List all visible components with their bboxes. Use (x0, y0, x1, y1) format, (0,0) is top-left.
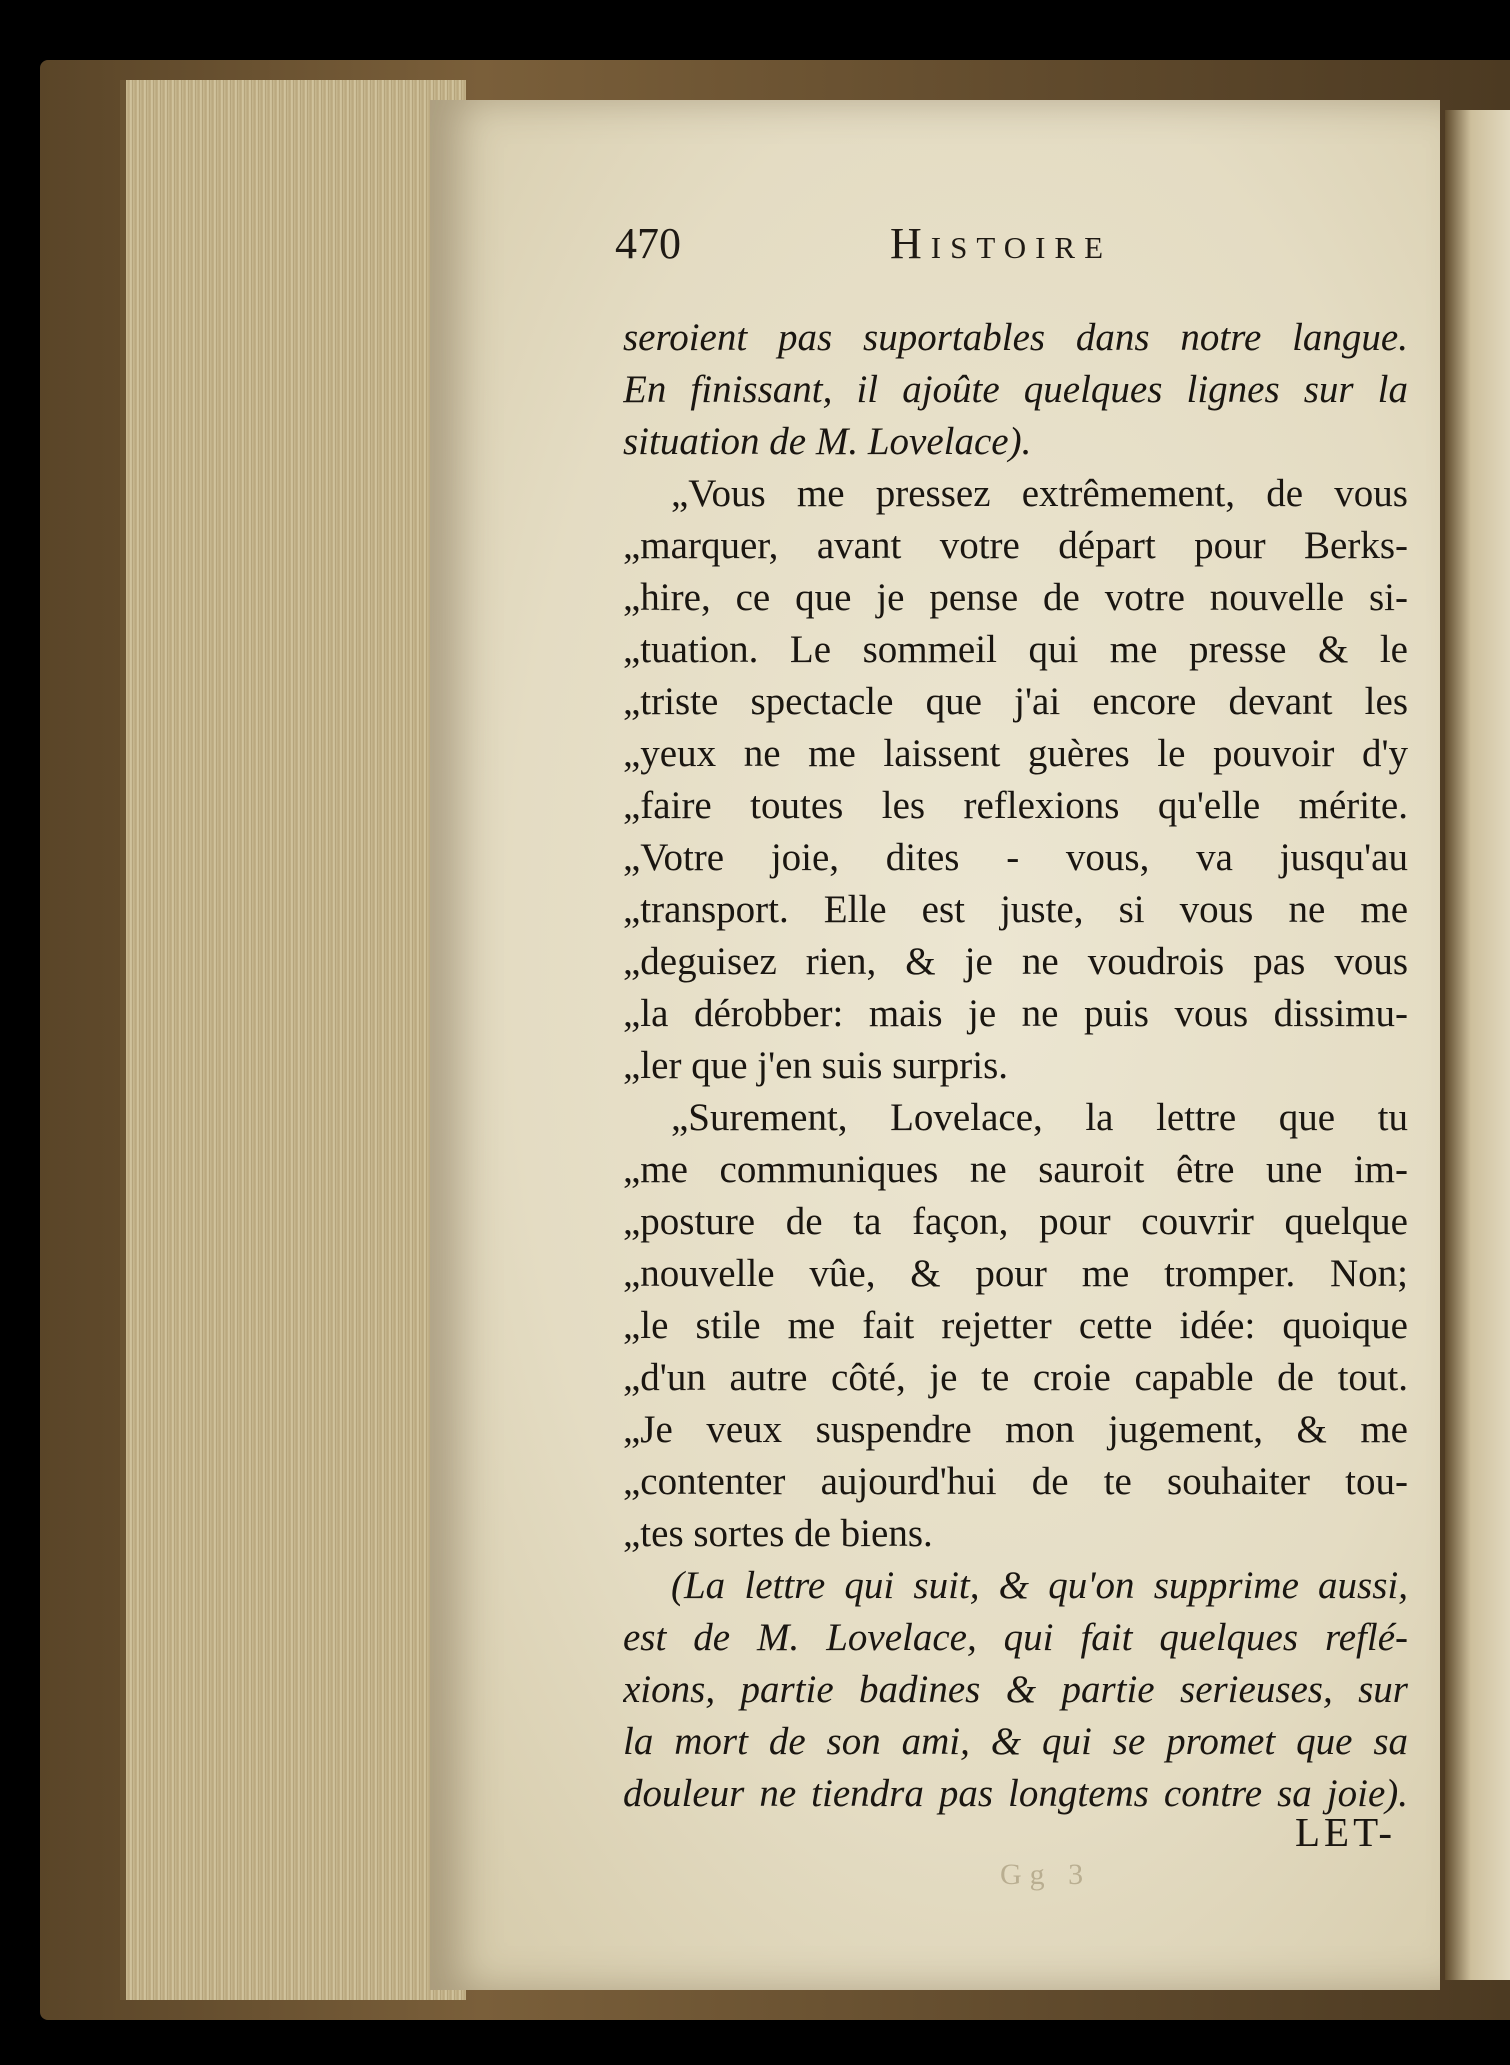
text-line: „d'un autre côté, je te croie capable de tout. (623, 1356, 1408, 1399)
page-edges (120, 80, 466, 2000)
text-line: „triste spectacle que j'ai encore devant les (623, 680, 1408, 723)
text-line: „Vous me pressez extrêmement, de vous (671, 472, 1408, 515)
text-line: seroient pas suportables dans notre langue. (623, 316, 1408, 359)
text-line: „Surement, Lovelace, la lettre que tu (671, 1096, 1408, 1139)
text-line: „posture de ta façon, pour couvrir quelque (623, 1200, 1408, 1243)
page-text (623, 312, 1408, 1820)
text-line: „transport. Elle est juste, si vous ne me (623, 888, 1408, 931)
text-line: En finissant, il ajoûte quelques lignes sur la (623, 368, 1408, 411)
text-line: „Votre joie, dites - vous, va jusqu'au (623, 836, 1408, 879)
text-line: situation de M. Lovelace). (623, 420, 1032, 463)
text-line: „deguisez rien, & je ne voudrois pas vous (623, 940, 1408, 983)
text-line: „Je veux suspendre mon jugement, & me (623, 1408, 1408, 1451)
text-line: douleur ne tiendra pas longtems contre sa joie). (623, 1772, 1408, 1815)
catchword: LET- (1295, 1809, 1397, 1855)
text-line: „hire, ce que je pense de votre nouvelle si- (623, 576, 1408, 619)
signature-mark: Gg 3 (1000, 1858, 1092, 1891)
text-line: la mort de son ami, & qui se promet que sa (623, 1720, 1408, 1763)
next-page-edge (1445, 110, 1510, 1980)
text-line: „me communiques ne sauroit être une im- (623, 1148, 1408, 1191)
text-line: xions, partie badines & partie serieuses, sur (623, 1668, 1408, 1711)
text-line: „nouvelle vûe, & pour me tromper. Non; (623, 1252, 1408, 1295)
page-number: 470 (615, 219, 681, 268)
text-line: „la dérobber: mais je ne puis vous dissimu- (623, 992, 1408, 1035)
text-line: „tes sortes de biens. (623, 1512, 933, 1555)
text-line: „ler que j'en suis surpris. (623, 1044, 1009, 1087)
text-line: „marquer, avant votre départ pour Berks- (623, 524, 1408, 567)
text-line: „le stile me fait rejetter cette idée: quoique (623, 1304, 1408, 1347)
text-line: „tuation. Le sommeil qui me presse & le (623, 628, 1408, 671)
text-line: (La lettre qui suit, & qu'on supprime aussi, (671, 1564, 1408, 1607)
page-header (615, 218, 1175, 278)
text-line: „yeux ne me laissent guères le pouvoir d'y (623, 732, 1408, 775)
text-line: „faire toutes les reflexions qu'elle mérite. (623, 784, 1408, 827)
text-line: „contenter aujourd'hui de te souhaiter tou- (623, 1460, 1408, 1503)
running-title: Histoire (890, 219, 1113, 268)
text-line: est de M. Lovelace, qui fait quelques reflé- (623, 1616, 1408, 1659)
